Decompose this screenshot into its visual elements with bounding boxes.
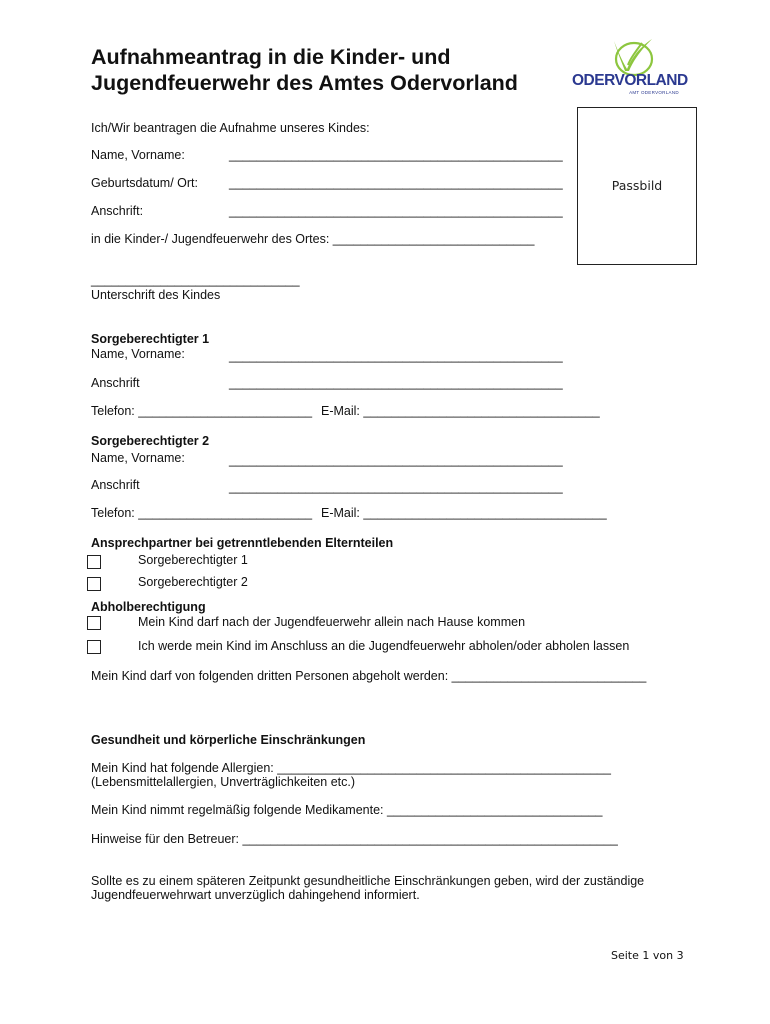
logo-wordmark	[572, 72, 688, 90]
guardian-2-name-field[interactable]: ________________________________________________	[229, 453, 563, 467]
caregiver-notes-field[interactable]: Hinweise für den Betreuer: ______________________________________________________	[91, 832, 618, 846]
third-party-pickup-field[interactable]: Mein Kind darf von folgenden dritten Personen abgeholt werden: ____________________________	[91, 669, 647, 683]
disclaimer-line-1: Sollte es zu einem späteren Zeitpunkt gesundheitliche Einschränkungen geben, wird der zuständige	[91, 874, 645, 888]
child-signature-field[interactable]: ______________________________	[91, 273, 300, 287]
logo-text: ODERVORLAND	[572, 72, 688, 89]
medication-field[interactable]: Mein Kind nimmt regelmäßig folgende Medikamente: _______________________________	[91, 803, 603, 817]
contact-heading: Ansprechpartner bei getrenntlebenden Elternteilen	[91, 536, 394, 550]
child-name-field[interactable]: ________________________________________________	[229, 148, 563, 162]
guardian-1-heading: Sorgeberechtigter 1	[91, 332, 210, 346]
contact-guardian-2-label: Sorgeberechtigter 2	[138, 575, 248, 589]
pickup-heading: Abholberechtigung	[91, 600, 206, 614]
pickup-collected-checkbox[interactable]	[87, 640, 101, 654]
allergies-field[interactable]: Mein Kind hat folgende Allergien: ________________________________________________	[91, 761, 611, 775]
guardian-1-phone-field[interactable]: Telefon: _________________________	[91, 404, 313, 418]
guardian-2-email-field[interactable]: E-Mail: ___________________________________	[321, 506, 607, 520]
logo-subtext: AMT ODERVORLAND	[629, 90, 679, 95]
guardian-2-address-label: Anschrift	[91, 478, 140, 492]
disclaimer-line-2: Jugendfeuerwehrwart unverzüglich dahingehend informiert.	[91, 888, 420, 902]
fire-department-location-field[interactable]: in die Kinder-/ Jugendfeuerwehr des Ortes: _____________________________	[91, 232, 535, 246]
odervorland-logo	[572, 35, 688, 97]
guardian-1-name-label: Name, Vorname:	[91, 347, 185, 361]
health-heading: Gesundheit und körperliche Einschränkungen	[91, 733, 366, 747]
page-title	[91, 44, 571, 96]
allergies-note: (Lebensmittelallergien, Unverträglichkeiten etc.)	[91, 775, 356, 789]
title-line-2: Jugendfeuerwehr des Amtes Odervorland	[91, 71, 518, 95]
guardian-2-phone-field[interactable]: Telefon: _________________________	[91, 506, 313, 520]
child-name-label: Name, Vorname:	[91, 148, 185, 162]
guardian-2-heading: Sorgeberechtigter 2	[91, 434, 210, 448]
intro-text: Ich/Wir beantragen die Aufnahme unseres Kindes:	[91, 121, 370, 135]
page-number: Seite 1 von 3	[611, 949, 684, 962]
contact-guardian-2-checkbox[interactable]	[87, 577, 101, 591]
child-signature-label: Unterschrift des Kindes	[91, 288, 221, 302]
title-line-1: Aufnahmeantrag in die Kinder- und	[91, 45, 451, 69]
child-birth-field[interactable]: ________________________________________________	[229, 176, 563, 190]
child-birth-label: Geburtsdatum/ Ort:	[91, 176, 198, 190]
pickup-collected-label: Ich werde mein Kind im Anschluss an die Jugendfeuerwehr abholen/oder abholen lassen	[138, 639, 630, 653]
child-address-field[interactable]: ________________________________________________	[229, 204, 563, 218]
child-address-label: Anschrift:	[91, 204, 144, 218]
guardian-1-name-field[interactable]: ________________________________________________	[229, 349, 563, 363]
guardian-1-address-field[interactable]: ________________________________________________	[229, 376, 563, 390]
contact-guardian-1-checkbox[interactable]	[87, 555, 101, 569]
pickup-alone-checkbox[interactable]	[87, 616, 101, 630]
passport-photo-box	[577, 107, 697, 265]
guardian-2-address-field[interactable]: ________________________________________________	[229, 480, 563, 494]
contact-guardian-1-label: Sorgeberechtigter 1	[138, 553, 248, 567]
photo-label: Passbild	[611, 178, 663, 193]
pickup-alone-label: Mein Kind darf nach der Jugendfeuerwehr allein nach Hause kommen	[138, 615, 526, 629]
guardian-1-email-field[interactable]: E-Mail: __________________________________	[321, 404, 600, 418]
guardian-2-name-label: Name, Vorname:	[91, 451, 185, 465]
guardian-1-address-label: Anschrift	[91, 376, 140, 390]
